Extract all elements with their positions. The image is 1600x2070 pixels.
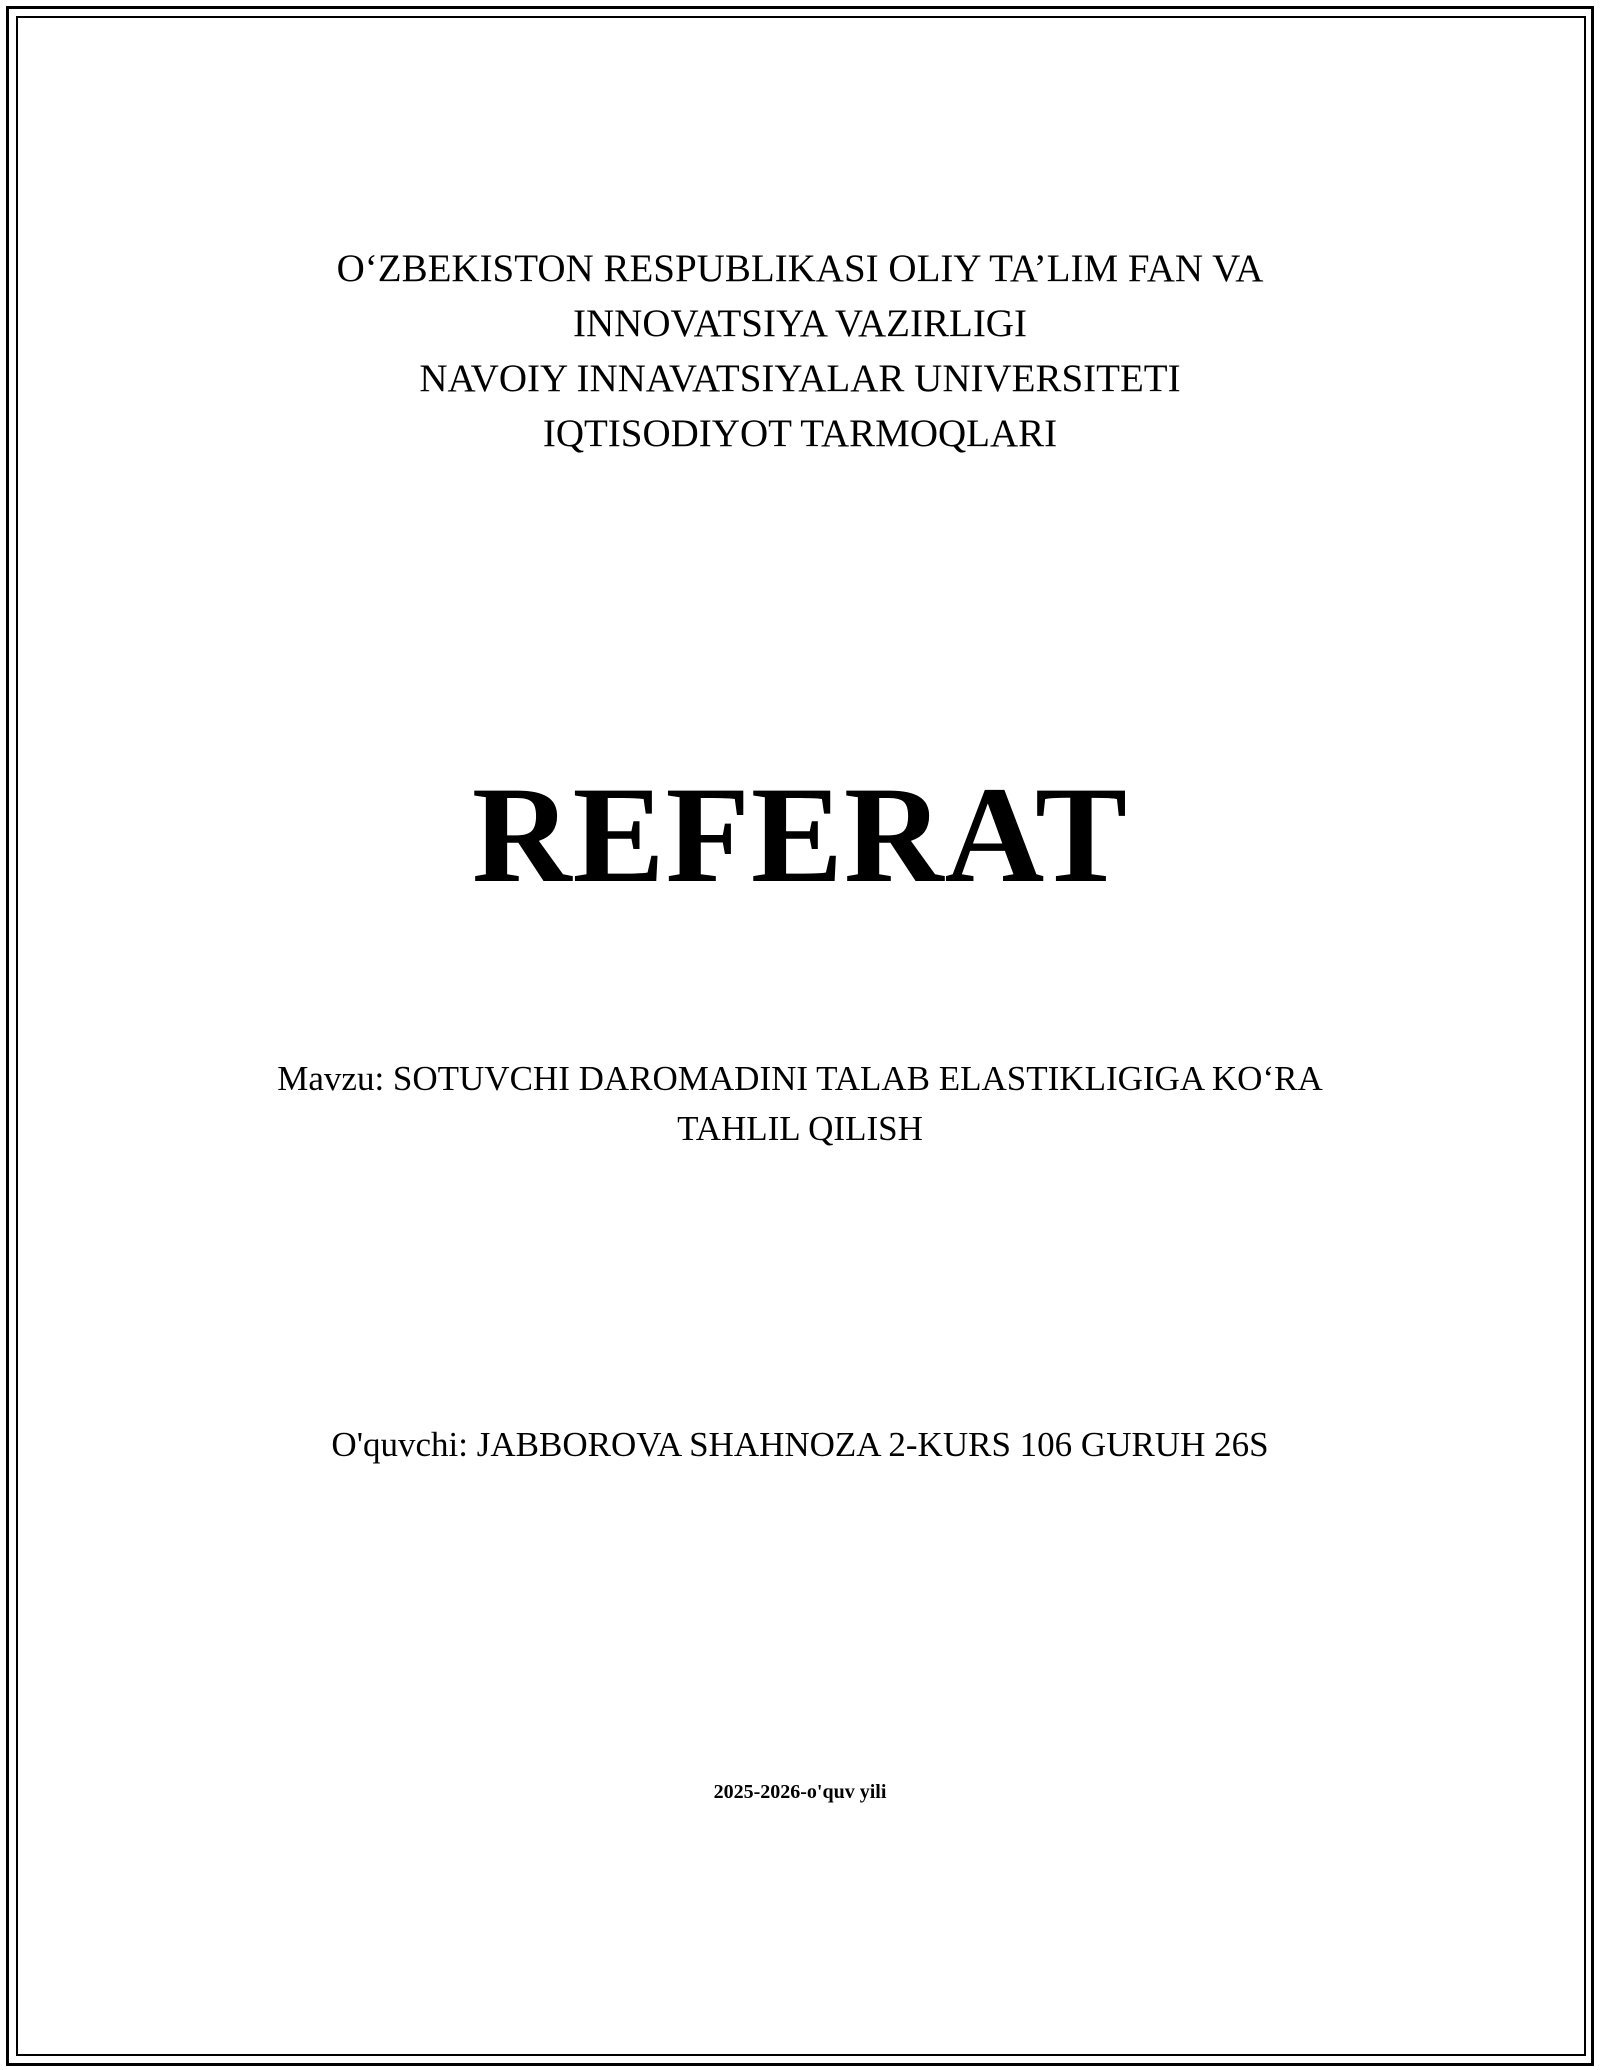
subject-line-2: TAHLIL QILISH <box>677 1109 923 1148</box>
header-university: NAVOIY INNAVATSIYALAR UNIVERSITETI <box>419 357 1181 400</box>
student-info: O'quvchi: JABBOROVA SHAHNOZA 2-KURS 106 GURUH 26S <box>331 1425 1269 1464</box>
header-ministry-line-2: INNOVATSIYA VAZIRLIGI <box>573 302 1027 345</box>
header-department: IQTISODIYOT TARMOQLARI <box>542 412 1058 455</box>
header-ministry-line-1: O‘ZBEKISTON RESPUBLIKASI OLIY TA’LIM FAN VA <box>336 247 1264 290</box>
academic-year: 2025-2026-o'quv yili <box>713 1781 887 1803</box>
document-title: REFERAT <box>471 758 1129 911</box>
subject-line-1: Mavzu: SOTUVCHI DAROMADINI TALAB ELASTIKLIGIGA KO‘RA <box>277 1059 1323 1098</box>
